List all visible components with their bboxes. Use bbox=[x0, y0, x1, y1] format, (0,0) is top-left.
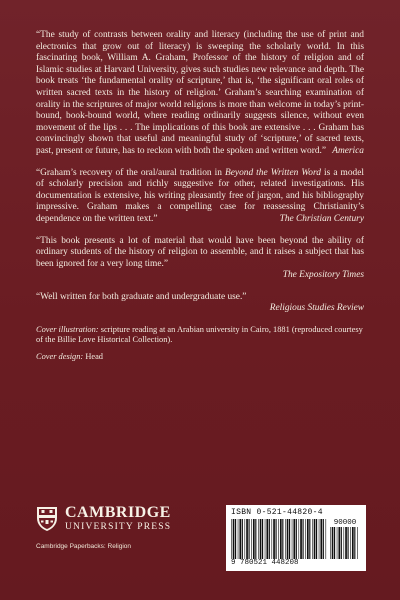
publisher-name-line2: UNIVERSITY PRESS bbox=[65, 522, 172, 532]
ean-barcode-icon bbox=[231, 519, 327, 559]
review-source: America bbox=[332, 145, 364, 156]
review-text: “This book presents a lot of material that would have been beyond the ability of ordinary students of the history of religion to assemble, and it raises a subject that has been ignored for a very long time.” bbox=[36, 235, 364, 269]
design-text: Head bbox=[83, 351, 103, 361]
cover-credits bbox=[36, 325, 364, 362]
isbn-number: ISBN 0-521-44820-4 bbox=[231, 508, 323, 517]
publisher-name-line1: CAMBRIDGE bbox=[65, 504, 171, 521]
design-label: Cover design: bbox=[36, 351, 84, 361]
review-source: The Expository Times bbox=[282, 270, 364, 281]
review-source: The Christian Century bbox=[279, 213, 364, 224]
review-column bbox=[36, 30, 364, 368]
addon-block bbox=[330, 519, 360, 559]
addon-digits: 90000 bbox=[333, 519, 357, 527]
publisher-name bbox=[65, 505, 171, 533]
review-expository-times bbox=[36, 236, 364, 282]
review-text: “The study of contrasts between orality and literacy (including the use of print and electronics that grow out of literacy) is sweeping the scholarly world. In this fascinating book, William A. Graham, Professor of the history of religion and of Islamic studies at Harvard University, gives such studies new relevance and depth. The book treats ‘the fundamental orality of scripture,’ that is, ‘the significant oral roles of written sacred texts in the history of religion.’ Graham’s searching examination of orality in the scriptures of major world religions is more than welcome in today’s print-bound, book-bound world, where reading ordinarily suggests silence, without even movement of the lips . . . The implications of this book are extensive . . . Graham has convincingly shown that useful and meaningful study of ‘scripture,’ of sacred texts, past, present or future, has to reckon with both the spoken and written word.” bbox=[36, 30, 364, 156]
barcode-digits: 9 780521 448208 bbox=[231, 559, 299, 567]
isbn-barcode bbox=[226, 505, 366, 571]
illustration-credit bbox=[36, 325, 364, 346]
series-name: Cambridge Paperbacks: Religion bbox=[36, 542, 132, 550]
review-text: “Well written for both graduate and undergraduate use.” bbox=[36, 291, 247, 302]
review-text-before: “Graham’s recovery of the oral/aural tradition in bbox=[36, 167, 226, 178]
publisher-block bbox=[36, 505, 186, 550]
review-christian-century bbox=[36, 168, 364, 226]
publisher-logo bbox=[36, 505, 186, 533]
barcode-bars bbox=[231, 519, 361, 559]
review-religious-studies bbox=[36, 292, 364, 315]
illustration-label: Cover illustration: bbox=[36, 325, 99, 335]
cambridge-shield-icon bbox=[36, 506, 58, 532]
review-source: Religious Studies Review bbox=[269, 303, 364, 314]
review-america bbox=[36, 30, 364, 158]
book-title: Beyond the Written Word bbox=[225, 167, 321, 178]
design-credit bbox=[36, 352, 364, 362]
illustration-text: scripture reading at an Arabian university in Cairo, 1881 (reproduced courtesy of the Billie Love Historical Collection). bbox=[36, 325, 363, 345]
addon-barcode-icon bbox=[330, 527, 360, 559]
review-text-after: is a model of scholarly precision and richly suggestive for other, related investigations. His documentation is extensive, his writing pleasantly free of jargon, and his bibliography impressive. Graham makes a compelling case for reassessing Christianity’s dependence on the written text.” bbox=[36, 167, 364, 224]
